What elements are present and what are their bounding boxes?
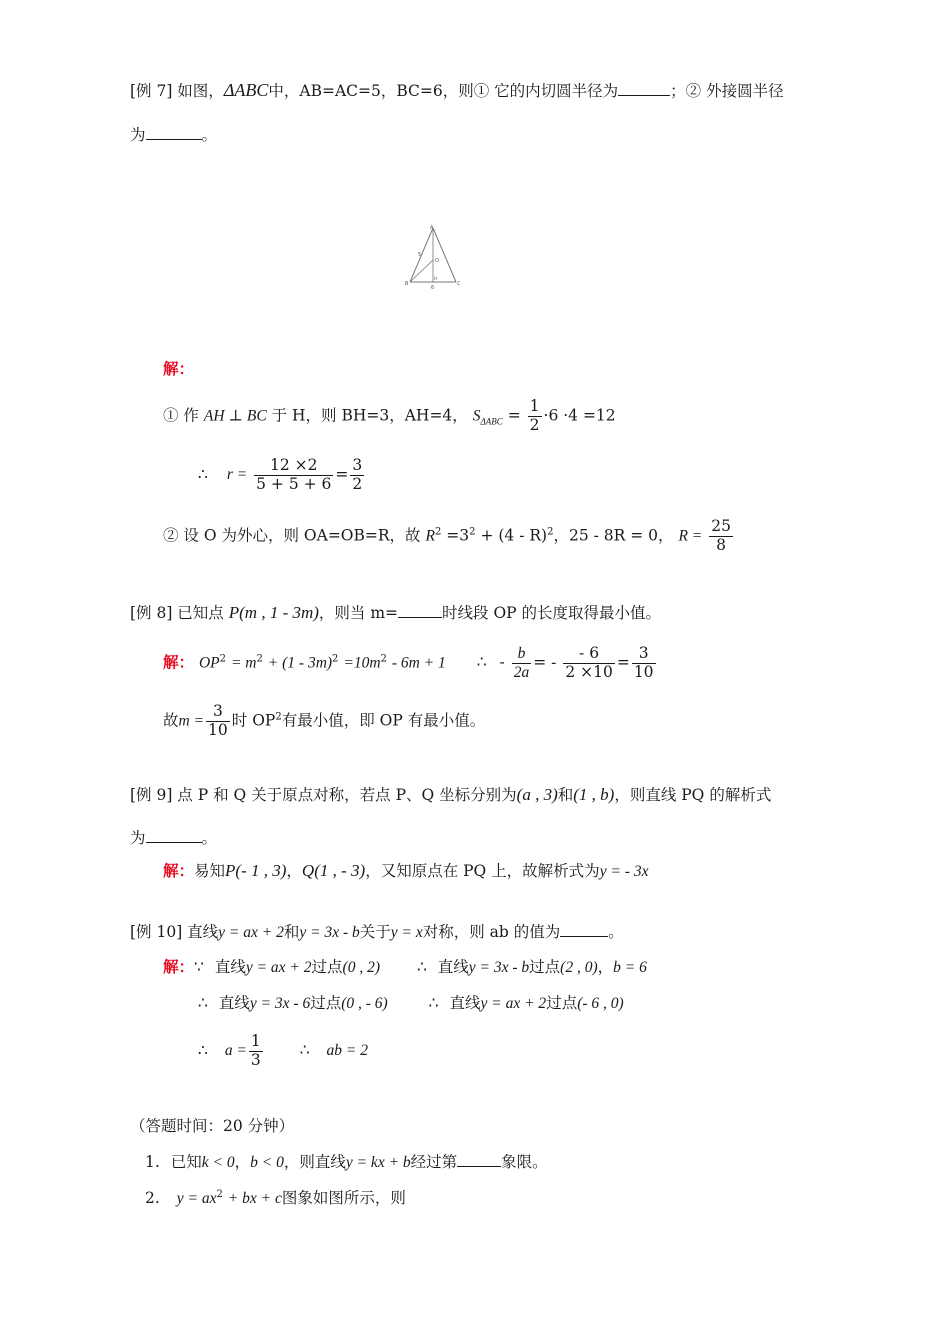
text: 图象如图所示，则	[281, 1189, 406, 1207]
text: ，则直线	[283, 1153, 346, 1171]
text: ，则直线 PQ 的解析式	[614, 786, 772, 804]
math-point: (0 , - 6)	[341, 995, 388, 1012]
answer-blank-ab	[560, 922, 608, 937]
math-text: =10m	[343, 654, 381, 672]
math-line1: y = ax + 2	[218, 924, 284, 941]
ex9-question-line2	[130, 828, 217, 848]
math-text: y = ax	[176, 1190, 217, 1207]
math-a: a =	[224, 1042, 247, 1060]
text: [例 7] 如图，	[130, 82, 224, 100]
ex10-question	[130, 922, 624, 943]
text: ① 作	[163, 406, 199, 425]
answer-time-note: （答题时间：20 分钟）	[130, 1117, 295, 1135]
ex7-question-line2	[130, 125, 217, 145]
math-text: y = 3x - 6	[249, 995, 311, 1012]
math-area-symbol: S	[472, 407, 481, 425]
therefore-symbol: ∴	[299, 1041, 310, 1060]
answer-blank-circumradius	[146, 125, 202, 140]
text: 对称，则 ab 的值为	[422, 923, 561, 941]
math-k: k < 0	[201, 1154, 235, 1171]
answer-blank-inradius	[618, 81, 670, 96]
text: 中，AB=AC=5，BC=6，则① 它的内切圆半径为	[268, 82, 619, 100]
side-ab	[410, 228, 433, 282]
math-line2: y = 3x - b	[299, 924, 360, 941]
superscript: 2	[547, 526, 554, 538]
fraction-25-8: $\frac{25}{8}$	[711, 517, 731, 554]
fraction-three-halves: $\frac{3}{2}$	[352, 456, 363, 493]
text: 有最小值，即 OP 有最小值。	[281, 711, 486, 730]
text: 经过第	[410, 1153, 458, 1171]
text: 。	[201, 829, 218, 847]
math-point-p: (a , 3)	[516, 785, 558, 804]
ex10-solution-step1	[163, 958, 647, 978]
therefore-symbol: ∴	[198, 1041, 208, 1060]
triangle-abc: ΔABC	[223, 80, 269, 100]
math-point-q: (1 , b)	[573, 785, 615, 804]
text: 故	[163, 711, 179, 730]
label-c: C	[457, 281, 461, 287]
text: ，	[286, 862, 302, 880]
math-subscript: ΔABC	[480, 416, 503, 427]
ex7-solution-step2	[198, 457, 366, 494]
text: 关于	[359, 923, 391, 941]
superscript: 2	[219, 653, 226, 665]
math-point-q: Q(1 , - 3)	[301, 861, 366, 880]
text: 为	[130, 829, 146, 847]
math-r-cap: R	[425, 527, 435, 545]
therefore-symbol: ∴	[476, 653, 487, 672]
math-equals: =	[335, 465, 349, 484]
math-minus: -	[499, 653, 505, 672]
text: ；② 外接圆半径	[670, 82, 784, 100]
exercise-1	[145, 1152, 548, 1173]
text: 过点	[546, 994, 578, 1012]
text: 过点	[310, 994, 342, 1012]
superscript: 2	[469, 526, 476, 538]
ex7-solution-step3	[163, 518, 735, 555]
text: 时线段 OP 的长度取得最小值。	[442, 604, 662, 622]
text: 直线	[218, 994, 250, 1012]
text: 易知	[194, 862, 226, 880]
math-text: = m	[230, 654, 257, 672]
math-equals: = -	[533, 653, 557, 672]
text: ，	[597, 958, 614, 976]
therefore-symbol: ∴	[198, 465, 208, 484]
ex8-solution-step2	[163, 703, 485, 740]
superscript: 2	[275, 711, 282, 723]
ex9-question-line1	[130, 785, 771, 805]
math-ah-perp-bc: AH ⊥ BC	[203, 407, 267, 425]
math-m: m =	[178, 712, 205, 730]
text: 直线	[214, 958, 246, 976]
math-b: b < 0	[250, 1154, 284, 1171]
math-text: y = 3x - b	[468, 959, 530, 976]
text: 。	[608, 923, 624, 941]
math-point: (2 , 0)	[560, 959, 598, 976]
exercise-2	[145, 1189, 406, 1209]
math-line: y = kx + b	[345, 1154, 411, 1171]
superscript: 2	[380, 653, 387, 665]
fraction-one-half: $\frac{1}{2}$	[529, 397, 540, 434]
ex10-solution-step3	[198, 1033, 368, 1070]
label-b: B	[405, 281, 409, 287]
text: 过点	[529, 958, 561, 976]
exercise-number: 1.	[145, 1153, 160, 1171]
math-text: + (1 - 3m)	[267, 654, 333, 672]
text: 直线	[437, 958, 469, 976]
superscript: 2	[216, 1189, 223, 1200]
fraction-3-10: $\frac{3}{10}$	[208, 702, 228, 739]
superscript: 2	[256, 653, 263, 665]
math-equals: =	[507, 406, 521, 425]
math-r: r =	[226, 466, 248, 484]
text: 时 OP	[231, 711, 276, 730]
text: 于 H，则 BH=3，AH=4，	[271, 406, 468, 425]
math-ab-value: ab = 2	[326, 1042, 368, 1060]
math-text: - 6m + 1	[391, 654, 446, 672]
math-line-yx: y = x	[390, 924, 423, 941]
fraction-b-2a: $\frac{b}{2a}$	[513, 645, 530, 681]
answer-blank-line	[146, 828, 202, 843]
label-a: A	[430, 225, 434, 231]
text: [例 8] 已知点	[130, 604, 224, 622]
ex8-solution-label: 解：	[163, 652, 195, 672]
ex8-solution-step1	[163, 645, 658, 682]
text: 和	[283, 923, 300, 941]
math-point: (0 , 2)	[342, 959, 380, 976]
math-text: + (4 - R)	[480, 526, 548, 545]
math-point: (- 6 , 0)	[577, 995, 624, 1012]
text: ，又知原点在 PQ 上，故解析式为	[365, 862, 600, 880]
text: 过点	[311, 958, 343, 976]
fraction-r: $\frac{12 \times 2}{5 + 5 + 6}$	[256, 456, 332, 493]
superscript: 2	[332, 653, 339, 665]
therefore-symbol: ∴	[428, 994, 439, 1012]
math-equals: =	[616, 653, 630, 672]
math-point-p: P(- 1 , 3)	[225, 861, 287, 880]
segment-bo	[410, 260, 433, 282]
ex9-solution-label: 解：	[163, 861, 195, 880]
math-area-value: ·6 ·4 =12	[543, 406, 616, 425]
answer-blank-quadrant	[457, 1152, 501, 1167]
exercise-number: 2.	[145, 1189, 160, 1207]
text: 直线	[449, 994, 481, 1012]
text: [例 10] 直线	[130, 923, 219, 941]
text: ② 设 O 为外心，则 OA=OB=R，故	[163, 526, 421, 545]
text: 。	[201, 126, 218, 144]
math-r-eq: R =	[678, 527, 703, 545]
text: 和	[557, 786, 574, 804]
math-text: y = ax + 2	[245, 959, 312, 976]
math-text: =3	[446, 526, 470, 545]
math-b-value: b = 6	[613, 959, 647, 976]
math-text: y = ax + 2	[480, 995, 547, 1012]
side-ac	[433, 228, 456, 282]
math-text: + bx + c	[227, 1190, 282, 1207]
ex9-solution	[163, 861, 648, 882]
because-symbol: ∵	[194, 958, 204, 976]
ex7-solution-step1	[163, 398, 616, 435]
math-line-equation: y = - 3x	[599, 863, 649, 880]
label-o: O	[435, 258, 439, 264]
ex7-question-line1	[130, 80, 784, 102]
superscript: 2	[434, 526, 442, 538]
text: [例 9] 点 P 和 Q 关于原点对称，若点 P、Q 坐标分别为	[130, 786, 517, 804]
text: 象限。	[501, 1153, 548, 1171]
text: 已知	[170, 1153, 202, 1171]
text: ，	[234, 1153, 251, 1171]
ex8-question-line1	[130, 603, 661, 623]
triangle-figure	[400, 222, 470, 292]
label-side-6: 6	[431, 285, 435, 291]
fraction-3-10: $\frac{3}{10}$	[633, 644, 654, 681]
text: ，则当 m=	[318, 604, 399, 622]
fraction-neg6: $\frac{- 6}{2 \times 10}$	[565, 644, 613, 681]
label-h: H	[434, 277, 438, 282]
math-op: OP	[198, 654, 220, 672]
ex10-solution-label: 解：	[163, 957, 195, 976]
text: 为	[130, 126, 146, 144]
ex10-solution-step2	[198, 994, 624, 1014]
math-point-p: P(m , 1 - 3m)	[228, 603, 319, 622]
math-text: ，25 - 8R = 0，	[553, 526, 674, 545]
label-side-5: 5	[418, 252, 422, 258]
therefore-symbol: ∴	[416, 958, 427, 976]
ex7-solution-label: 解：	[163, 359, 195, 378]
therefore-symbol: ∴	[198, 994, 208, 1012]
answer-blank-m	[398, 603, 442, 618]
fraction-1-3: $\frac{1}{3}$	[250, 1032, 261, 1069]
